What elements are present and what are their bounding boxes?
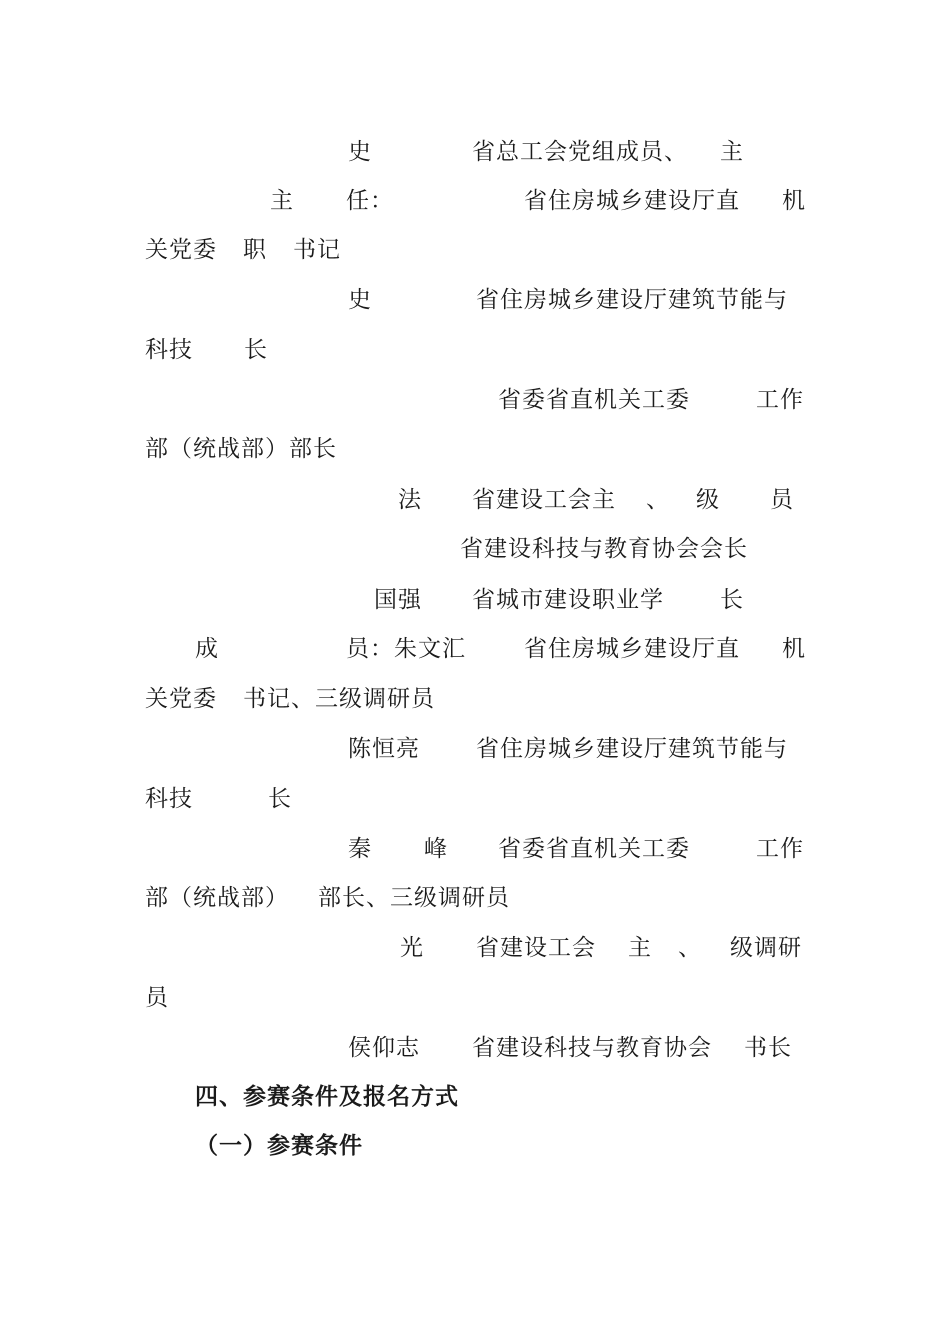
text-fragment: 省建设工会 [476,935,596,961]
text-fragment: 工作 [756,387,804,413]
text-fragment: 书长 [744,1035,792,1061]
text-fragment: 省委省直机关工委 [498,387,690,413]
text-fragment: 主 [628,935,652,961]
text-fragment: 史 [348,139,372,165]
text-fragment: 机 [782,188,806,214]
text-fragment: 员 [770,487,794,513]
text-fragment: 成 [195,636,219,662]
text-fragment: 、 [678,935,702,961]
text-fragment: 工作 [756,836,804,862]
text-fragment: 关党委 [145,686,217,712]
text-fragment: 级 [696,487,720,513]
text-fragment: 省建设工会主 [472,487,616,513]
text-fragment: 省总工会党组成员、 [472,139,688,165]
text-fragment: 、 [646,487,670,513]
text-fragment: 书记、三级调研员 [243,686,435,712]
text-fragment: 员：朱文汇 [346,636,466,662]
text-fragment: 部长、三级调研员 [318,885,510,911]
text-fragment: 长 [268,786,292,812]
text-fragment: 省城市建设职业学 [472,587,664,613]
text-fragment: 省住房城乡建设厅直 [524,636,740,662]
text-fragment: 峰 [424,836,448,862]
text-fragment: 省住房城乡建设厅建筑节能与 [476,287,788,313]
text-fragment: 长 [720,587,744,613]
text-fragment: 部（统战部） [145,885,289,911]
text-fragment: 省建设科技与教育协会 [472,1035,712,1061]
text-fragment: 书记 [293,237,341,263]
text-fragment: 国强 [374,587,422,613]
text-fragment: 任： [346,188,394,214]
text-fragment: 职 [243,237,267,263]
text-fragment: 省委省直机关工委 [498,836,690,862]
text-fragment: 部（统战部）部长 [145,436,337,462]
text-fragment: 关党委 [145,237,217,263]
text-fragment: 科技 [145,337,193,363]
text-fragment: 机 [782,636,806,662]
text-fragment: 省建设科技与教育协会会长 [460,536,748,562]
text-fragment: 秦 [348,836,372,862]
text-fragment: 省住房城乡建设厅建筑节能与 [476,736,788,762]
text-fragment: 科技 [145,786,193,812]
text-fragment: 级调研 [730,935,802,961]
text-fragment: 光 [400,935,424,961]
text-fragment: 侯仰志 [348,1035,420,1061]
subsection-heading: （一）参赛条件 [195,1133,363,1159]
text-fragment: 省住房城乡建设厅直 [524,188,740,214]
text-fragment: 长 [244,337,268,363]
text-fragment: 主 [270,188,294,214]
text-fragment: 陈恒亮 [348,736,420,762]
text-fragment: 员 [145,985,169,1011]
text-fragment: 史 [348,287,372,313]
text-fragment: 法 [398,487,422,513]
text-fragment: 主 [720,139,744,165]
section-heading: 四、参赛条件及报名方式 [195,1084,459,1110]
